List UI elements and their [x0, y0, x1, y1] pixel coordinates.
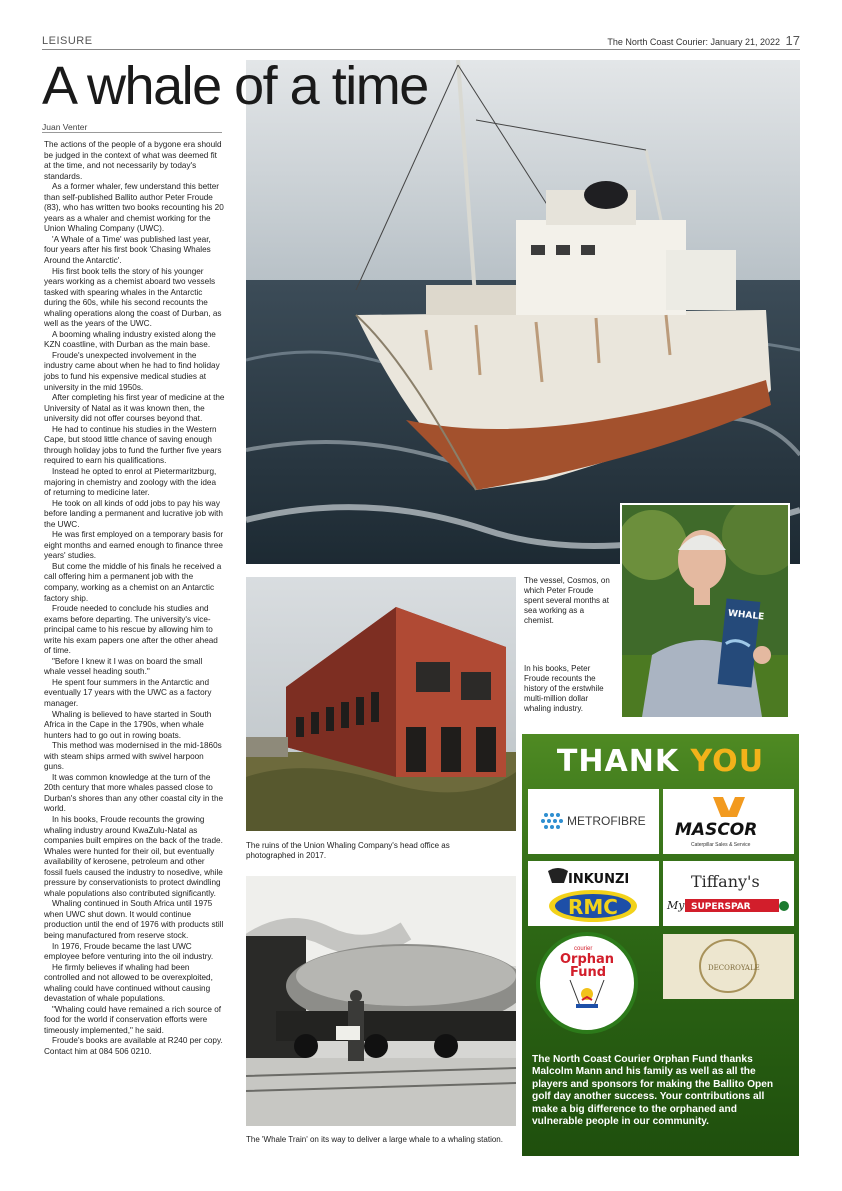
advert-title-you: YOU: [690, 744, 765, 779]
orphan-fund-courier: courier: [574, 946, 593, 952]
caption-building: The ruins of the Union Whaling Company's head office as photographed in 2017.: [246, 841, 450, 860]
section-label: LEISURE: [42, 35, 93, 47]
my-wordmark: My: [667, 899, 685, 912]
article-paragraph: The actions of the people of a bygone era should be judged in the context of what was deemed fit at the time, and not necessarily by today's standards.: [44, 140, 222, 181]
photo-whaling-office-ruins: [246, 577, 516, 831]
logo-inkunzi-rmc: [528, 861, 659, 926]
mascor-wordmark: MASCOR: [675, 820, 758, 840]
orphan-fund-word-1: Orphan: [560, 952, 615, 967]
article-paragraph: He had to continue his studies in the Western Cape, but stood little chance of saving enough through holiday jobs to fund the further five years required to earn his qualifications.: [44, 424, 222, 466]
superspar-wordmark: SUPERSPAR: [691, 902, 751, 912]
logo-metrofibre: [528, 789, 659, 854]
article-paragraph: "Whaling could have remained a rich source of food for the world if conservation efforts were timeously implemented," he said.: [44, 1004, 222, 1035]
byline-rule: [42, 132, 222, 133]
advert-title: [522, 744, 799, 779]
mascor-tagline: Caterpillar Sales & Service: [691, 842, 751, 848]
photo-whaling-ship: [246, 60, 800, 564]
tiffanys-wordmark: Tiffany's: [691, 872, 760, 891]
advert-title-thank: THANK: [556, 744, 680, 779]
article-paragraph: As a former whaler, few understand this better than self-published Ballito author Peter Froude (83), who has written two books recounting his 20 years as a whaler and chemist working for the Union Whaling Company (UWC).: [44, 182, 224, 234]
article-paragraph: Whaling is believed to have started in South Africa in the Cape in the 1790s, when whale hunters had to go out in rowing boats.: [44, 709, 212, 740]
article-paragraph: In his books, Froude recounts the growing whaling industry around KwaZulu-Natal as companies built empires on the back of the trade. Whales were hunted for their oil, but eventually availability of kerosene, petroleum and other fossil fuels caused the industry to nosedive, while pressure by conservationists to protect dwindling whale populations also contributed significantly.: [44, 815, 223, 898]
article-paragraph: 'A Whale of a Time' was published last year, four years after his first book 'Chasing Whales Around the Antarctic'.: [44, 234, 211, 266]
logo-mascor: [663, 789, 794, 854]
orphan-fund-word-2: Fund: [570, 965, 607, 980]
photo-whale-train: [246, 876, 516, 1126]
byline: Juan Venter: [42, 122, 88, 132]
inkunzi-wordmark: INKUNZI: [568, 872, 630, 887]
article-paragraph: Froude's unexpected involvement in the industry came about when he had to find holiday jobs to fund his expensive medical studies at university in the mid 1950s.: [44, 350, 220, 392]
article-paragraph: But come the middle of his finals he received a call offering him a permanent job with the company, working as a chemist on an Antarctic factory ship.: [44, 561, 222, 603]
article-paragraph: He was first employed on a temporary basis for eight months and earned enough to finance three years' studies.: [44, 530, 224, 561]
metrofibre-wordmark: METROFIBRE: [567, 814, 646, 828]
article-paragraph: After completing his first year of medicine at the University of Natal as it was known then, the university did not offer courses beyond that.: [44, 393, 225, 424]
article-paragraph: He firmly believes if whaling had been controlled and not allowed to be overexploited, whaling could have continued without causing devastation of whale populations.: [44, 962, 213, 1004]
logo-orphan-fund: [536, 932, 638, 1034]
article-paragraph: "Before I knew it I was on board the small whale vessel heading south.": [44, 656, 203, 677]
article-paragraph: Whaling continued in South Africa until 1975 when UWC shut down. It would continue production until the end of 1976 with products still being manufactured from reserve stock.: [44, 899, 224, 941]
caption-whale-train: The 'Whale Train' on its way to deliver a large whale to a whaling station.: [246, 1135, 503, 1144]
rmc-wordmark: RMC: [568, 895, 618, 919]
advert-message: The North Coast Courier Orphan Fund thanks Malcolm Mann and his family as well as all the players and sponsors for making the Ballito Open golf day another success. Your contributions all make a big difference to the orphaned and vulnerable people in our community.: [532, 1054, 774, 1128]
article-paragraph: A booming whaling industry existed along the KZN coastline, with Durban as the main base.: [44, 329, 216, 350]
logo-decoroyale: [663, 934, 794, 999]
article-paragraph: He took on all kinds of odd jobs to pay his way before landing a permanent and lucrative job with the UWC.: [44, 498, 223, 529]
article-paragraph: He spent four summers in the Antarctic and eventually 17 years with the UWC as a factory manager.: [44, 677, 212, 708]
headline: A whale of a time: [42, 56, 428, 116]
article-paragraph: In 1976, Froude became the last UWC employee before venturing into the oil industry.: [44, 941, 214, 962]
book-cover-title: WHALE: [727, 608, 765, 623]
article-paragraph: Froude's books are available at R240 per copy. Contact him at 084 506 0210.: [44, 1036, 223, 1057]
article-paragraph: His first book tells the story of his younger years working as a chemist aboard two vessels tasked with spearing whales in the Antarctic during the 60s, while his second recounts the whaling operations along the coast of Durban, as well as the years of the UWC.: [44, 266, 222, 329]
article-body: [44, 140, 225, 1058]
thank-you-advert: [522, 734, 799, 1156]
masthead-date: The North Coast Courier: January 21, 2022: [607, 37, 780, 47]
article-paragraph: This method was modernised in the mid-1860s with steam ships armed with swivel harpoon guns.: [44, 741, 222, 772]
page-number: 17: [785, 33, 800, 48]
article-paragraph: It was common knowledge at the turn of the 20th century that more whales passed close to Durban's shores than any other coastal city in the world.: [44, 772, 224, 814]
caption-portrait: In his books, Peter Froude recounts the history of the erstwhile multi-million dollar whaling industry.: [524, 664, 604, 713]
decoroyale-wordmark: DECOROYALE: [708, 964, 760, 972]
photo-peter-froude: [620, 503, 790, 719]
header-rule: [42, 49, 800, 50]
article-paragraph: Froude needed to conclude his studies and exams before departing. The university's vice-principal came to his rescue by allowing him to write his exam papers one after the other ahead of time.: [44, 604, 218, 656]
logo-tiffanys-superspar: [663, 861, 794, 926]
caption-ship: The vessel, Cosmos, on which Peter Froude spent several months at sea working as a chemist.: [524, 576, 610, 625]
article-paragraph: Instead he opted to enrol at Pietermaritzburg, majoring in chemistry and zoology with the idea of returning to medicine later.: [44, 466, 217, 498]
